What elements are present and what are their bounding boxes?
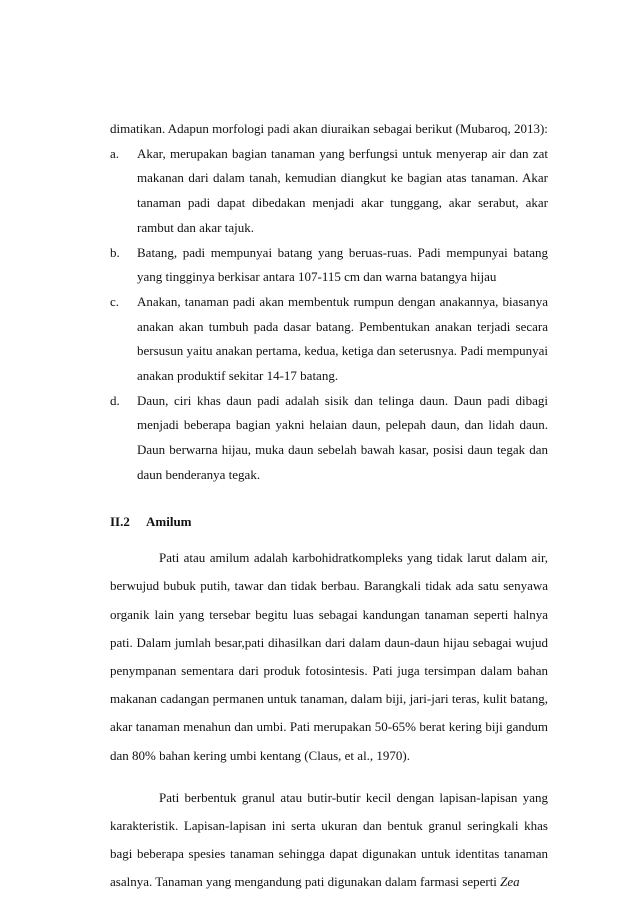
list-item xyxy=(110,290,548,389)
list-item xyxy=(110,389,548,488)
list-marker: a. xyxy=(110,145,120,161)
list-item-text: Anakan, tanaman padi akan membentuk rumpun dengan anakannya, biasanya anakan akan tumbuh pada dasar batang. Pembentukan anakan terjadi secara bersusun yaitu anakan pertama, kedua, ketiga dan seterusnya. Padi mempunyai anakan produktif sekitar 14-17 batang. xyxy=(137,293,548,384)
section-number: II.2 xyxy=(110,513,130,529)
page-body xyxy=(110,117,548,897)
list-item xyxy=(110,241,548,290)
list-item-text: Daun, ciri khas daun padi adalah sisik dan telinga daun. Daun padi dibagi menjadi beberapa bagian yakni helaian daun, pelepah daun, dan lidah daun. Daun berwarna hijau, muka daun sebelah bawah kasar, posisi daun tegak dan daun benderanya tegak. xyxy=(137,392,548,482)
morphology-list xyxy=(110,142,548,488)
section-title: Amilum xyxy=(146,513,192,529)
intro-paragraph: dimatikan. Adapun morfologi padi akan diuraikan sebagai berikut (Mubaroq, 2013): xyxy=(110,121,548,136)
list-marker: c. xyxy=(110,293,120,309)
italic-term: Zea xyxy=(500,874,520,890)
body-paragraph xyxy=(110,784,548,897)
list-item xyxy=(110,142,548,241)
section-heading xyxy=(110,510,548,535)
list-item-text: Akar, merupakan bagian tanaman yang berfungsi untuk menyerap air dan zat makanan dari dalam tanah, kemudian diangkut ke bagian atas tanaman. Akar tanaman padi dapat dibedakan menjadi akar tunggang, akar serabut, akar rambut dan akar tajuk. xyxy=(137,145,548,235)
list-item-text: Batang, padi mempunyai batang yang beruas-ruas. Padi mempunyai batang yang tingginya berkisar antara 107-115 cm dan warna batangya hijau xyxy=(137,244,548,285)
body-paragraph: Pati atau amilum adalah karbohidratkompleks yang tidak larut dalam air, berwujud bubuk putih, tawar dan tidak berbau. Barangkali tidak ada satu senyawa organik lain yang tersebar begitu luas sebagai kandungan tanaman seperti halnya pati. Dalam jumlah besar,pati dihasilkan dari dalam daun-daun hijau sebagai wujud penympanan sementara dari produk fotosintesis. Pati juga tersimpan dalam bahan makanan cadangan permanen untuk tanaman, dalam biji, jari-jari teras, kulit batang, akar tanaman menahun dan umbi. Pati merupakan 50-65% berat kering biji gandum dan 80% bahan kering umbi kentang (Claus, et al., 1970). xyxy=(110,550,548,763)
list-marker: d. xyxy=(110,392,120,408)
paragraph-text: Pati berbentuk granul atau butir-butir kecil dengan lapisan-lapisan yang karakteristik. Lapisan-lapisan ini serta ukuran dan bentuk granul seringkali khas bagi beberapa spesies tanaman sehingga dapat digunakan untuk identitas tanaman asalnya. Tanaman yang mengandung pati digunakan dalam farmasi seperti xyxy=(110,789,548,890)
list-marker: b. xyxy=(110,244,120,260)
